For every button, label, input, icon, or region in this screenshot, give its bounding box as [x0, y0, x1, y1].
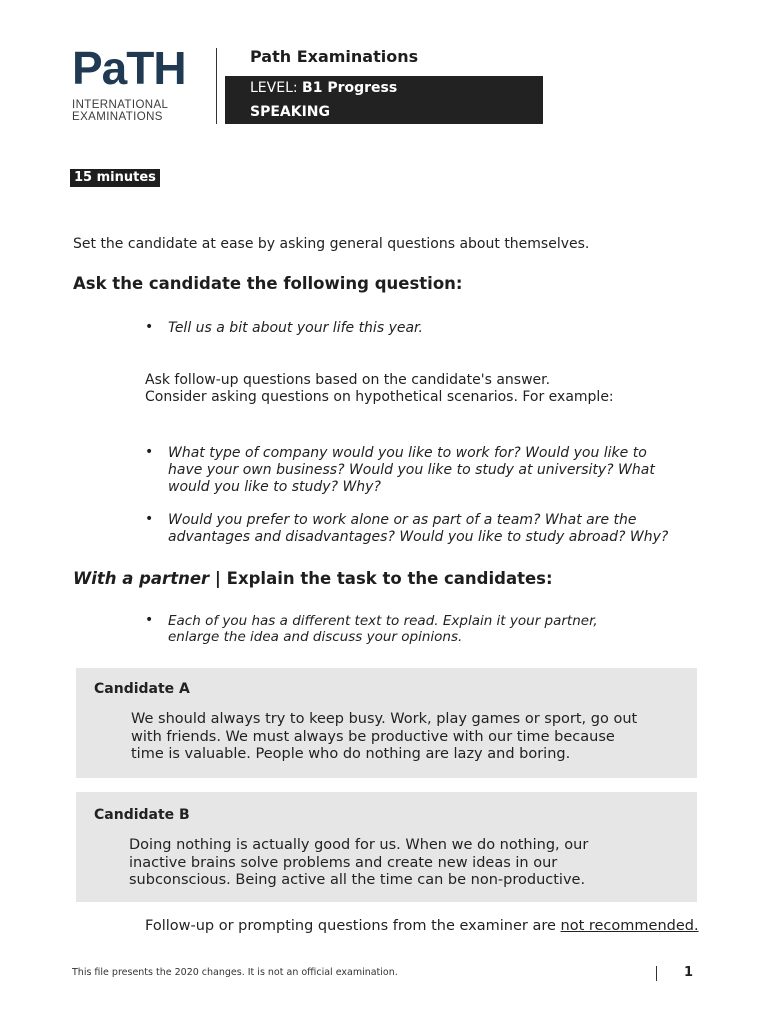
bullet-dot: • [145, 511, 154, 527]
candidate-a-panel [76, 668, 697, 778]
question-bullet: Tell us a bit about your life this year. [168, 320, 423, 336]
bullet-dot: • [145, 319, 154, 335]
candidate-a-title: Candidate A [94, 681, 190, 697]
bullet-dot: • [145, 444, 154, 460]
level-value: B1 Progress [302, 80, 398, 96]
logo-line-2: EXAMINATIONS [72, 111, 163, 123]
intro-text: Set the candidate at ease by asking general questions about themselves. [73, 236, 590, 252]
logo-line-1: INTERNATIONAL [72, 99, 169, 111]
candidate-b-text: Doing nothing is actually good for us. When we do nothing, our inactive brains solve problems and create new ideas in our subconscious. Being active all the time can be non-productive. [129, 837, 589, 888]
bullet-dot: • [145, 612, 154, 628]
time-badge: 15 minutes [70, 169, 160, 187]
partner-heading-italic: With a partner [73, 569, 210, 588]
level-prefix: LEVEL: [250, 80, 298, 96]
header-divider [216, 48, 217, 124]
closing-underlined: not recommended. [560, 918, 699, 934]
partner-heading [73, 569, 553, 588]
example-bullet-1: What type of company would you like to work for? Would you like to have your own business? Would you like to study at university? What would you like to study? Why? [168, 445, 655, 495]
footer-note: This file presents the 2020 changes. It is not an official examination. [72, 967, 398, 978]
followup-line-1: Ask follow-up questions based on the candidate's answer. [145, 372, 551, 388]
level-row [250, 80, 397, 96]
followup-line-2: Consider asking questions on hypothetical scenarios. For example: [145, 389, 614, 405]
candidate-a-text: We should always try to keep busy. Work, play games or sport, go out with friends. We must always be productive with our time because time is valuable. People who do nothing are lazy and boring. [131, 711, 638, 762]
section-label: SPEAKING [250, 104, 331, 120]
footer-divider [656, 966, 657, 981]
page-number: 1 [684, 965, 694, 980]
candidate-b-title: Candidate B [94, 807, 190, 823]
candidate-b-panel [76, 792, 697, 902]
path-logo [72, 42, 186, 127]
partner-bullet: Each of you has a different text to read. Explain it your partner, enlarge the idea and discuss your opinions. [168, 613, 598, 645]
brand-title: Path Examinations [250, 47, 419, 66]
partner-heading-rest: | Explain the task to the candidates: [209, 569, 553, 588]
example-bullet-2: Would you prefer to work alone or as part of a team? What are the advantages and disadvantages? Would you like to study abroad? Why? [168, 512, 669, 545]
closing-note [145, 918, 699, 935]
level-box [225, 76, 543, 124]
closing-prefix: Follow-up or prompting questions from the examiner are [145, 918, 561, 934]
logo-mark: PaTH [72, 42, 186, 94]
question-heading: Ask the candidate the following question: [73, 274, 463, 293]
